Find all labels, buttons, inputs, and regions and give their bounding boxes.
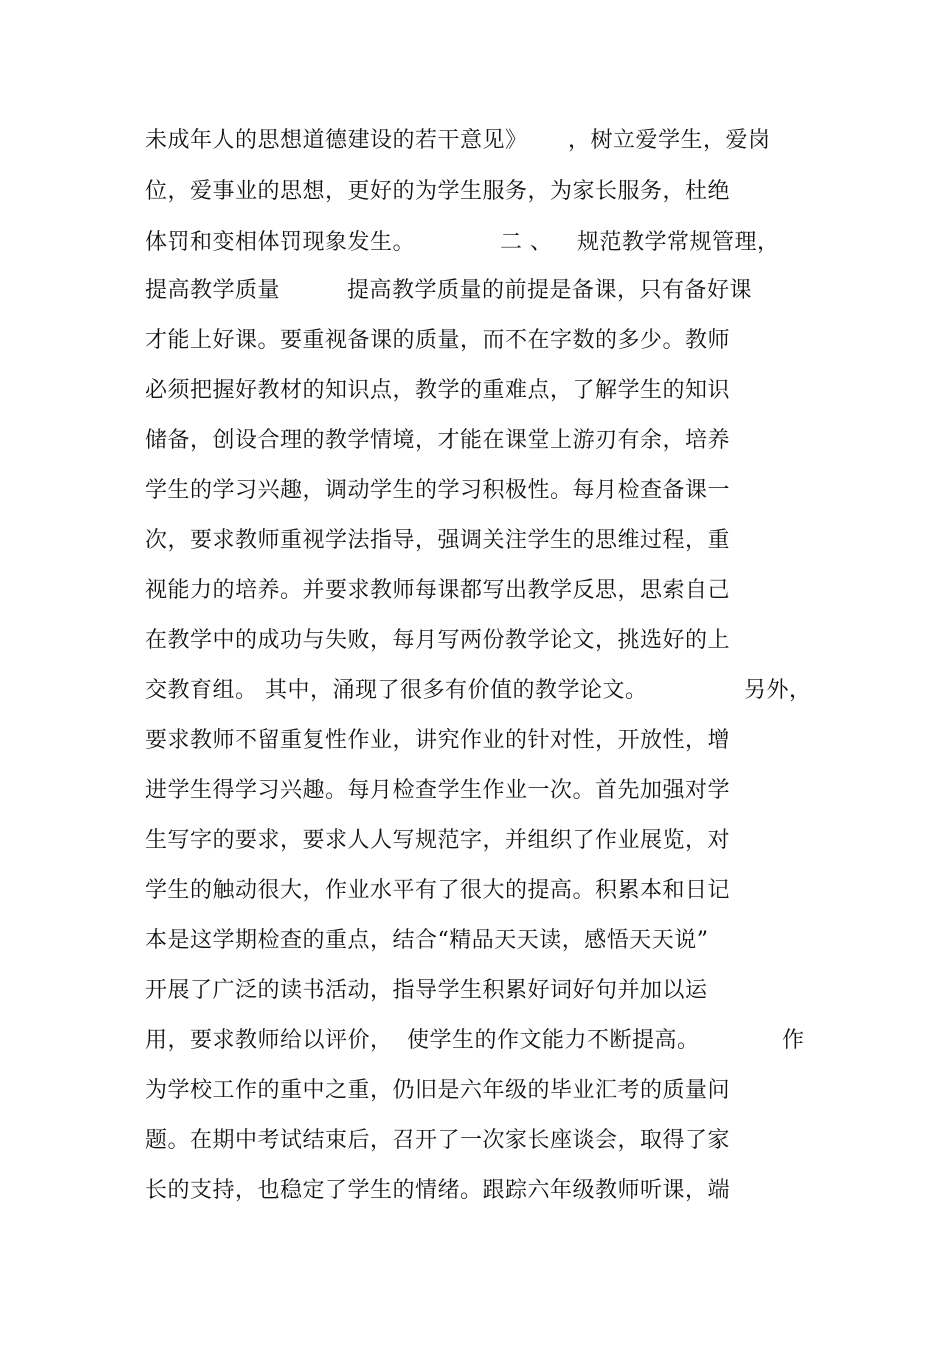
text-line (145, 774, 731, 808)
text-line (145, 874, 731, 908)
text-line (145, 324, 731, 358)
text-line (145, 374, 731, 408)
text-segment: 进学生得学习兴趣。每月检查学生作业一次。首先加强对学 (145, 778, 731, 803)
text-segment: 视能力的培养。并要求教师每课都写出教学反思，思索自己 (145, 578, 731, 603)
text-segment: 学生的触动很大，作业水平有了很大的提高。积累本和日记 (145, 878, 731, 903)
text-segment: 另外， (744, 678, 812, 703)
text-line (145, 824, 731, 858)
text-segment: ，树立爱学生，爱岗 (568, 128, 771, 153)
text-line (145, 1174, 731, 1208)
text-segment: 长的支持，也稳定了学生的情绪。跟踪六年级教师听课，端 (145, 1178, 731, 1203)
text-segment: 开展了广泛的读书活动，指导学生积累好词好句并加以运 (145, 978, 708, 1003)
text-segment: 未成年人的思想道德建设的若干意见》 (145, 128, 528, 153)
text-segment: 体罚和变相体罚现象发生。 (145, 230, 416, 255)
text-line (145, 474, 731, 508)
text-line (145, 226, 780, 260)
text-segment: 必须把握好教材的知识点，教学的重难点，了解学生的知识 (145, 378, 731, 403)
text-segment: 题。在期中考试结束后，召开了一次家长座谈会，取得了家 (145, 1128, 731, 1153)
text-line (145, 724, 731, 758)
text-segment: 生写字的要求，要求人人写规范字，并组织了作业展览，对 (145, 828, 731, 853)
text-line (145, 1124, 731, 1158)
text-line (145, 1074, 731, 1108)
text-line (145, 175, 731, 209)
text-line (145, 1024, 805, 1058)
section-heading: 规范教学常规管理， (577, 230, 780, 255)
text-segment: 才能上好课。要重视备课的质量，而不在字数的多少。教师 (145, 328, 731, 353)
text-segment: 位，爱事业的思想，更好的为学生服务，为家长服务，杜绝 (145, 179, 731, 204)
text-segment: 在教学中的成功与失败，每月写两份教学论文，挑选好的上 (145, 628, 731, 653)
section-heading-continued: 提高教学质量 (145, 278, 281, 303)
text-line (145, 574, 731, 608)
text-segment: 要求教师不留重复性作业，讲究作业的针对性，开放性，增 (145, 728, 731, 753)
text-line (145, 924, 709, 958)
text-segment: 储备，创设合理的教学情境，才能在课堂上游刃有余，培养 (145, 428, 731, 453)
section-number: 二 、 (500, 230, 553, 255)
text-line (145, 974, 708, 1008)
text-segment: 本是这学期检查的重点，结合“精品天天读，感悟天天说” (145, 928, 709, 953)
text-segment: 次，要求教师重视学法指导，强调关注学生的思维过程，重 (145, 528, 731, 553)
text-segment: 学生的学习兴趣，调动学生的学习积极性。每月检查备课一 (145, 478, 731, 503)
text-segment: 交教育组。 其中，涌现了很多有价值的教学论文。 (145, 678, 648, 703)
text-line (145, 674, 812, 708)
text-segment: 为学校工作的重中之重，仍旧是六年级的毕业汇考的质量问 (145, 1078, 731, 1103)
text-line (145, 124, 771, 158)
text-line (145, 274, 753, 308)
text-segment: 使学生的作文能力不断提高。 (407, 1028, 700, 1053)
text-line (145, 624, 731, 658)
text-line (145, 424, 731, 458)
text-segment: 提高教学质量的前提是备课，只有备好课 (347, 278, 753, 303)
text-line (145, 524, 731, 558)
text-segment: 作 (782, 1028, 805, 1053)
text-segment: 用，要求教师给以评价， (145, 1028, 393, 1053)
